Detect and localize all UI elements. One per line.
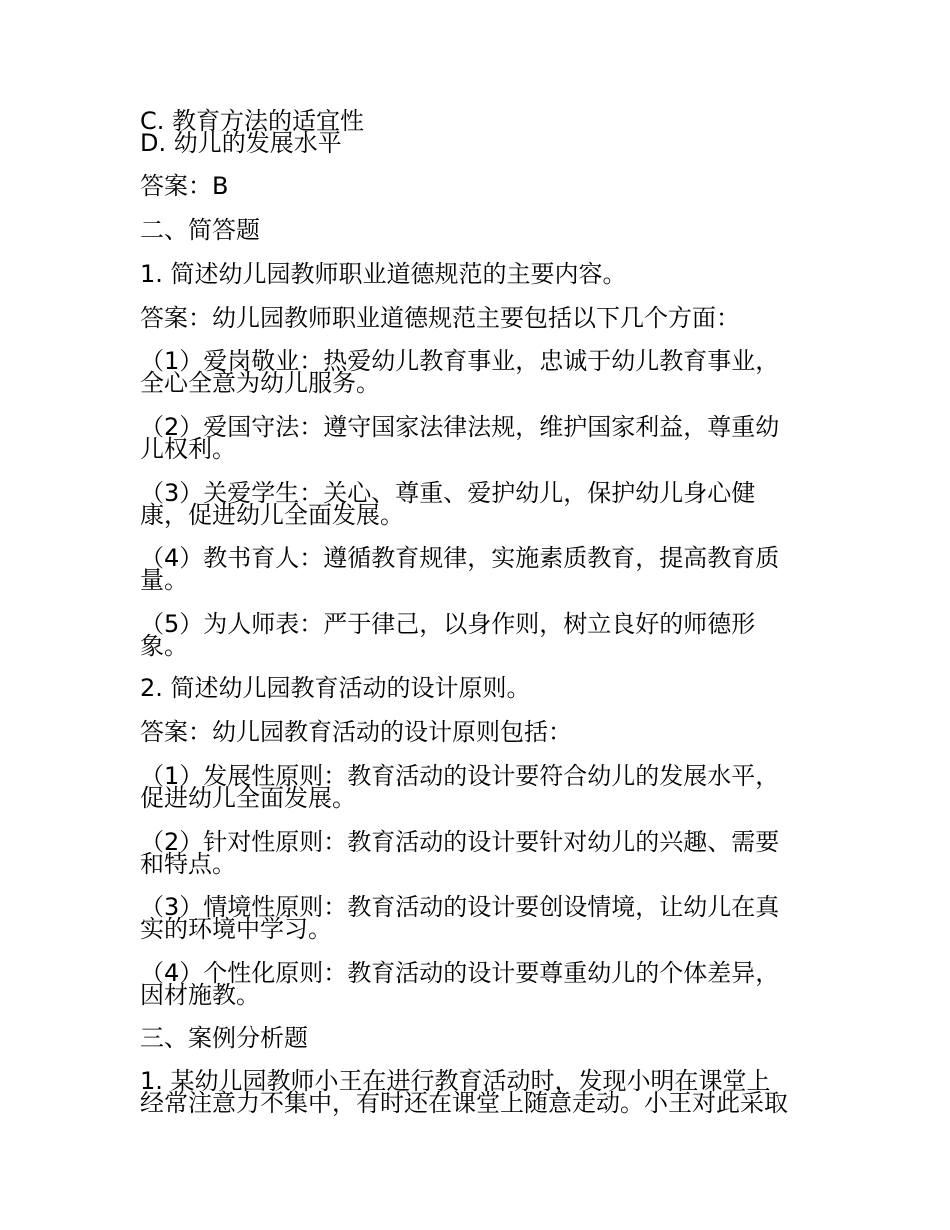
answer-2-item-3: （3）情境性原则：教育活动的设计要创设情境，让幼儿在真 [140, 893, 780, 921]
answer-2-item-1-cont: 促进幼儿全面发展。 [140, 784, 356, 812]
case-question-1-cont: 经常注意力不集中，有时还在课堂上随意走动。小王对此采取 [140, 1089, 788, 1117]
answer-1-item-1: （1）爱岗敬业：热爱幼儿教育事业，忠诚于幼儿教育事业， [140, 347, 780, 375]
answer-2-item-3-cont: 实的环境中学习。 [140, 915, 332, 943]
answer-1-item-3-cont: 康，促进幼儿全面发展。 [140, 501, 404, 529]
answer-1-item-1-cont: 全心全意为幼儿服务。 [140, 369, 380, 397]
answer-2-item-1: （1）发展性原则：教育活动的设计要符合幼儿的发展水平， [140, 762, 780, 790]
answer-1-item-5: （5）为人师表：严于律己，以身作则，树立良好的师德形 [140, 610, 756, 638]
option-c: C. 教育方法的适宜性 [140, 107, 365, 135]
answer-1-item-3: （3）关爱学生：关心、尊重、爱护幼儿，保护幼儿身心健 [140, 479, 756, 507]
question-2: 2. 简述幼儿园教育活动的设计原则。 [140, 674, 531, 702]
answer-1-item-5-cont: 象。 [140, 632, 188, 660]
answer-2-item-4-cont: 因材施教。 [140, 981, 260, 1009]
answer-1-item-4: （4）教书育人：遵循教育规律，实施素质教育，提高教育质 [140, 544, 780, 572]
case-question-1: 1. 某幼儿园教师小王在进行教育活动时，发现小明在课堂上 [140, 1067, 771, 1095]
answer-2-item-2-cont: 和特点。 [140, 850, 236, 878]
answer-1-intro: 答案：幼儿园教师职业道德规范主要包括以下几个方面： [140, 304, 740, 332]
answer-1-item-2: （2）爱国守法：遵守国家法律法规，维护国家利益，尊重幼 [140, 413, 780, 441]
answer-1-item-2-cont: 儿权利。 [140, 435, 236, 463]
answer-line: 答案：B [140, 172, 229, 200]
section-heading-case-analysis: 三、案例分析题 [140, 1024, 308, 1052]
option-d: D. 幼儿的发展水平 [140, 129, 342, 157]
question-1: 1. 简述幼儿园教师职业道德规范的主要内容。 [140, 260, 627, 288]
answer-2-item-4: （4）个性化原则：教育活动的设计要尊重幼儿的个体差异， [140, 959, 780, 987]
answer-2-intro: 答案：幼儿园教育活动的设计原则包括： [140, 718, 572, 746]
answer-1-item-4-cont: 量。 [140, 566, 188, 594]
section-heading-short-answer: 二、简答题 [140, 216, 260, 244]
answer-2-item-2: （2）针对性原则：教育活动的设计要针对幼儿的兴趣、需要 [140, 828, 780, 856]
